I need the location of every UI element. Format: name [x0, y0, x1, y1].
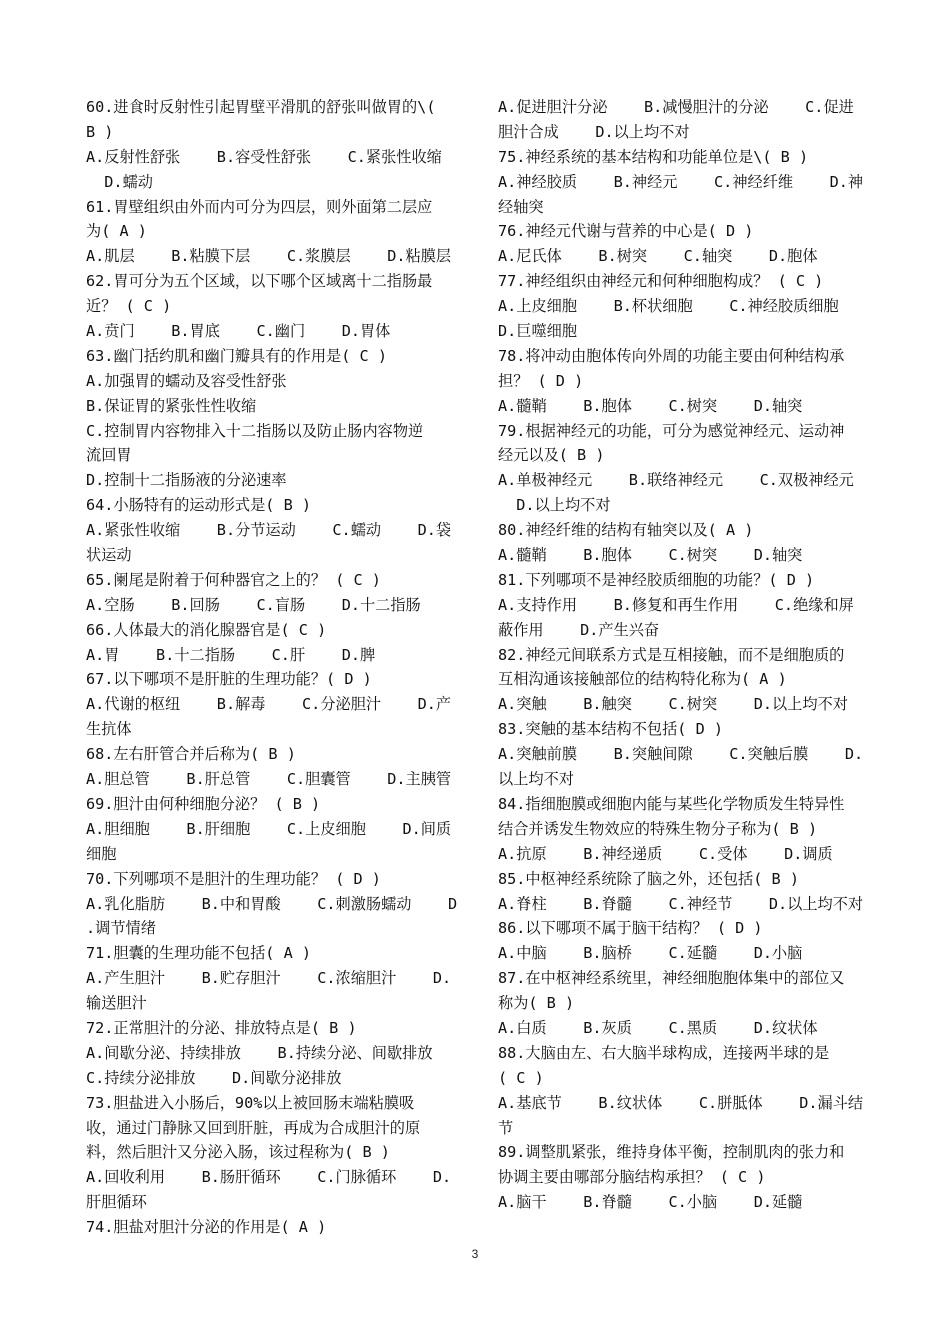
text-line: 88.大脑由左、右大脑半球构成，连接两半球的是 [498, 1043, 830, 1062]
text-line: 61.胃壁组织由外而内可分为四层，则外面第二层应 [86, 197, 433, 216]
text-line: A.肌层 B.粘膜下层 C.浆膜层 D.粘膜层 [86, 247, 452, 266]
text-line: 协调主要由哪部分脑结构承担？ ( C ) [498, 1168, 766, 1187]
text-line: 细胞 [86, 844, 117, 863]
text-line: 65.阑尾是附着于何种器官之上的？ ( C ) [86, 570, 381, 589]
text-line: 近？ ( C ) [86, 297, 172, 316]
text-line: A.髓鞘 B.胞体 C.树突 D.轴突 [498, 546, 803, 565]
right-column [498, 95, 880, 1225]
text-line: A.基底节 B.纹状体 C.胼胝体 D.漏斗结 [498, 1093, 864, 1112]
text-line: 76.神经元代谢与营养的中心是( D ) [498, 222, 754, 241]
text-line: 称为( B ) [498, 994, 575, 1013]
text-line: 82.神经元间联系方式是互相接触，而不是细胞质的 [498, 645, 845, 664]
text-line: 62.胃可分为五个区域，以下哪个区域离十二指肠最 [86, 272, 433, 291]
text-line: 81.下列哪项不是神经胶质细胞的功能？( D ) [498, 570, 815, 589]
text-line: 蔽作用 D.产生兴奋 [498, 620, 660, 639]
text-line: 84.指细胞膜或细胞内能与某些化学物质发生特异性 [498, 794, 845, 813]
text-line: A.加强胃的蠕动及容受性舒张 [86, 371, 287, 390]
text-line: 肝胆循环 [86, 1193, 147, 1212]
text-line: A.间歇分泌、持续排放 B.持续分泌、间歇排放 [86, 1043, 433, 1062]
text-line: 73.胆盐进入小肠后，90%以上被回肠末端粘膜吸 [86, 1093, 415, 1112]
text-line: 66.人体最大的消化腺器官是( C ) [86, 620, 327, 639]
text-line: 料，然后胆汁又分泌入肠，该过程称为( B ) [86, 1143, 390, 1162]
text-line: 经元以及( B ) [498, 446, 605, 465]
text-line: D.控制十二指肠液的分泌速率 [86, 471, 287, 490]
text-line: A.胆细胞 B.肝细胞 C.上皮细胞 D.间质 [86, 819, 452, 838]
left-column [86, 95, 468, 1245]
text-line: C.持续分泌排放 D.间歇分泌排放 [86, 1068, 342, 1087]
text-line: A.产生胆汁 B.贮存胆汁 C.浓缩胆汁 D. [86, 969, 452, 988]
text-line: B ) [86, 122, 114, 141]
text-line: ( C ) [498, 1068, 544, 1087]
text-line: 79.根据神经元的功能，可分为感觉神经元、运动神 [498, 421, 845, 440]
text-line: C.控制胃内容物排入十二指肠以及防止肠内容物逆 [86, 421, 424, 440]
text-line: A.神经胶质 B.神经元 C.神经纤维 D.神 [498, 172, 864, 191]
text-line: 经轴突 [498, 197, 544, 216]
text-line: 67.以下哪项不是肝脏的生理功能？( D ) [86, 670, 372, 689]
text-line: A.支持作用 B.修复和再生作用 C.绝缘和屏 [498, 595, 854, 614]
text-line: 69.胆汁由何种细胞分泌？ ( B ) [86, 794, 321, 813]
text-line: 64.小肠特有的运动形式是( B ) [86, 496, 312, 515]
text-line: A.胆总管 B.肝总管 C.胆囊管 D.主胰管 [86, 770, 452, 789]
text-line: 生抗体 [86, 720, 132, 739]
text-line: A.空肠 B.回肠 C.盲肠 D.十二指肠 [86, 595, 421, 614]
text-line: A.突触 B.触突 C.树突 D.以上均不对 [498, 695, 848, 714]
text-line: 74.胆盐对胆汁分泌的作用是( A ) [86, 1218, 327, 1237]
text-line: 77.神经组织由神经元和何种细胞构成？ ( C ) [498, 272, 824, 291]
text-line: A.紧张性收缩 B.分节运动 C.蠕动 D.袋 [86, 521, 452, 540]
text-line: 75.神经系统的基本结构和功能单位是\( B ) [498, 147, 809, 166]
text-line: 以上均不对 [498, 770, 574, 789]
text-line: 输送胆汁 [86, 994, 147, 1013]
text-line: 互相沟通该接触部位的结构特化称为( A ) [498, 670, 787, 689]
text-line: 节 [498, 1118, 514, 1137]
text-line: A.中脑 B.脑桥 C.延髓 D.小脑 [498, 944, 803, 963]
text-line: 60.进食时反射性引起胃壁平滑肌的舒张叫做胃的\( [86, 98, 436, 116]
text-line: 为( A ) [86, 222, 147, 241]
text-line: 胆汁合成 D.以上均不对 [498, 122, 690, 141]
text-line: A.突触前膜 B.突触间隙 C.突触后膜 D. [498, 745, 864, 764]
text-line: .调节情绪 [86, 919, 156, 938]
text-line: 结合并诱发生物效应的特殊生物分子称为( B ) [498, 819, 818, 838]
text-line: 担？ ( D ) [498, 371, 584, 390]
text-line: A.脑干 B.脊髓 C.小脑 D.延髓 [498, 1193, 803, 1212]
text-line: D.以上均不对 [498, 496, 611, 515]
text-line: A.白质 B.灰质 C.黑质 D.纹状体 [498, 1018, 818, 1037]
text-line: B.保证胃的紧张性性收缩 [86, 396, 257, 415]
text-line: 68.左右肝管合并后称为( B ) [86, 745, 296, 764]
text-line: 80.神经纤维的结构有轴突以及( A ) [498, 521, 754, 540]
text-line: A.回收利用 B.肠肝循环 C.门脉循环 D. [86, 1168, 452, 1187]
text-line: A.乳化脂肪 B.中和胃酸 C.刺激肠蠕动 D [86, 894, 458, 913]
text-line: 状运动 [86, 546, 132, 565]
text-line: A.尼氏体 B.树突 C.轴突 D.胞体 [498, 247, 818, 266]
page-number: 3 [471, 1247, 479, 1261]
text-line: 72.正常胆汁的分泌、排放特点是( B ) [86, 1018, 357, 1037]
text-line: A.抗原 B.神经递质 C.受体 D.调质 [498, 844, 833, 863]
text-line: A.反射性舒张 B.容受性舒张 C.紧张性收缩 [86, 147, 442, 166]
text-line: A.代谢的枢纽 B.解毒 C.分泌胆汁 D.产 [86, 695, 452, 714]
text-line: 流回胃 [86, 446, 132, 465]
text-line: D.巨噬细胞 [498, 322, 578, 341]
text-line: 63.幽门括约肌和幽门瓣具有的作用是( C ) [86, 346, 387, 365]
text-line: A.贲门 B.胃底 C.幽门 D.胃体 [86, 322, 391, 341]
text-line: 86.以下哪项不属于脑干结构？ ( D ) [498, 919, 763, 938]
text-line: 89.调整肌紧张，维持身体平衡，控制肌肉的张力和 [498, 1143, 845, 1162]
text-line: A.胃 B.十二指肠 C.肝 D.脾 [86, 645, 376, 664]
text-line: D.蠕动 [86, 172, 153, 191]
text-line: 收，通过门静脉又回到肝脏，再成为合成胆汁的原 [86, 1118, 421, 1137]
text-line: A.促进胆汁分泌 B.减慢胆汁的分泌 C.促进 [498, 98, 854, 116]
text-line: A.髓鞘 B.胞体 C.树突 D.轴突 [498, 396, 803, 415]
text-line: A.单极神经元 B.联络神经元 C.双极神经元 [498, 471, 854, 490]
text-line: A.脊柱 B.脊髓 C.神经节 D.以上均不对 [498, 894, 864, 913]
text-line: 87.在中枢神经系统里，神经细胞胞体集中的部位又 [498, 969, 845, 988]
text-line: 71.胆囊的生理功能不包括( A ) [86, 944, 312, 963]
text-line: 85.中枢神经系统除了脑之外，还包括( B ) [498, 869, 799, 888]
text-line: 83.突触的基本结构不包括( D ) [498, 720, 724, 739]
text-line: 70.下列哪项不是胆汁的生理功能？ ( D ) [86, 869, 381, 888]
text-line: 78.将冲动由胞体传向外周的功能主要由何种结构承 [498, 346, 845, 365]
text-line: A.上皮细胞 B.杯状细胞 C.神经胶质细胞 [498, 297, 839, 316]
